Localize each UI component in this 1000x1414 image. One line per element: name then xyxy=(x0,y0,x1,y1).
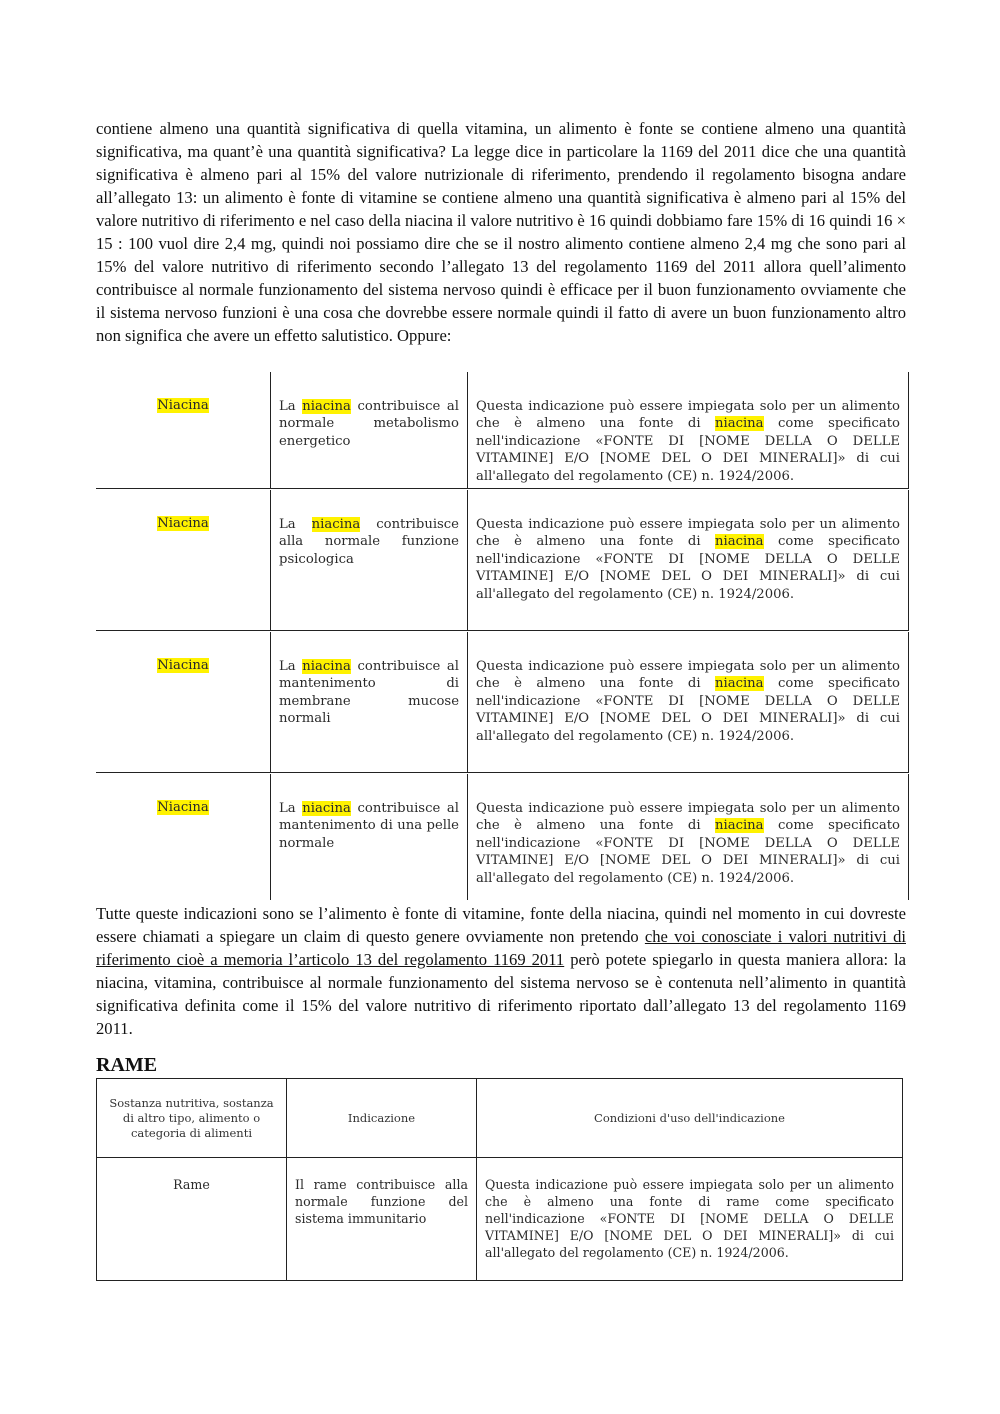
condition-highlight: niacina xyxy=(715,676,764,692)
header-substance: Sostanza nutritiva, sostanza di altro tipo, alimento o categoria di alimenti xyxy=(97,1079,287,1158)
explanation-paragraph xyxy=(96,902,906,1040)
claim-text: La xyxy=(279,659,303,674)
explanation-text: Tutte queste indicazioni sono se l’alimento è fonte di vitamine, fonte della niacina, quindi nel momento in cui dovreste essere chiamati a spiegare un claim di questo genere ovviamente non pretendo xyxy=(96,904,906,946)
explanation-text-end: però potete spiegarlo in questa maniera allora: la niacina, vitamina, contribuisce al normale funzionamento del sistema nervoso se è contenuta nell’alimento in quantità significativa definita come il 15% del valore nutritivo di riferimento riportato dall’allegato 13 del regolamento 1169 2011. xyxy=(96,950,907,1038)
rame-claim: Il rame contribuisce alla normale funzione del sistema immunitario xyxy=(287,1158,477,1281)
claim-text-end: contribuisce al mantenimento di membrane mucose normali xyxy=(279,659,460,727)
header-conditions: Condizioni d'uso dell'indicazione xyxy=(477,1079,903,1158)
condition-text-end: come specificato nell'indicazione «FONTE DI [NOME DELLA O DELLE VITAMINE] E/O [NOME DEL O DEI MINERALI]» di cui all'allegato del regolamento (CE) n. 1924/2006. xyxy=(476,416,901,484)
claim-text-end: contribuisce alla normale funzione psicologica xyxy=(279,517,459,567)
condition-text-end: come specificato nell'indicazione «FONTE DI [NOME DELLA O DELLE VITAMINE] E/O [NOME DEL O DEI MINERALI]» di cui all'allegato del regolamento (CE) n. 1924/2006. xyxy=(476,676,901,744)
niacina-table-3 xyxy=(96,632,909,773)
substance-label: Niacina xyxy=(157,516,209,531)
condition-text-end: come specificato nell'indicazione «FONTE DI [NOME DELLA O DELLE VITAMINE] E/O [NOME DEL O DEI MINERALI]» di cui all'allegato del regolamento (CE) n. 1924/2006. xyxy=(476,818,901,886)
substance-label: Niacina xyxy=(157,658,209,673)
condition-highlight: niacina xyxy=(715,534,764,550)
header-claim: Indicazione xyxy=(287,1079,477,1158)
claim-text-end: contribuisce al mantenimento di una pelle normale xyxy=(279,801,460,851)
table-header-row xyxy=(97,1079,903,1158)
section-heading-rame: RAME xyxy=(96,1054,158,1076)
claim-text: La xyxy=(279,399,303,414)
substance-label: Niacina xyxy=(157,800,209,815)
condition-highlight: niacina xyxy=(715,818,764,834)
rame-substance: Rame xyxy=(97,1158,287,1281)
condition-highlight: niacina xyxy=(715,416,764,432)
intro-paragraph: contiene almeno una quantità significativa di quella vitamina, un alimento è fonte se contiene almeno una quantità significativa, ma quant’è una quantità significativa? La legge dice in particolare la 1169 del 2011 dice che una quantità significativa è almeno pari al 15% del valore nutrizionale di riferimento, prendendo il regolamento bisogna andare all’allegato 13: un alimento è fonte di vitamine se contiene almeno una quantità significativa è almeno pari al 15% del valore nutritivo di riferimento e nel caso della niacina il valore nutritivo è 16 quindi dobbiamo fare 15% di 16 quindi 16 × 15 : 100 vuol dire 2,4 mg, quindi noi possiamo dire che se il nostro alimento contiene almeno 2,4 mg che sono pari al 15% del valore nutritivo di riferimento secondo l’allegato 13 del regolamento 1169 del 2011 allora quell’alimento contribuisce al normale funzionamento del sistema nervoso quindi è efficace per il buon funzionamento ovviamente che il sistema nervoso funzioni è una cosa che dovrebbe essere normale quindi il fatto di avere un buon funzionamento altro non significa che avere un effetto salutistico. Oppure: xyxy=(96,119,906,345)
table-row xyxy=(97,1158,903,1281)
condition-text-end: come specificato nell'indicazione «FONTE DI [NOME DELLA O DELLE VITAMINE] E/O [NOME DEL O DEI MINERALI]» di cui all'allegato del regolamento (CE) n. 1924/2006. xyxy=(476,534,901,602)
substance-label: Niacina xyxy=(157,398,209,413)
claim-text: La xyxy=(279,517,312,532)
niacina-table-1 xyxy=(96,372,909,489)
claim-text-end: contribuisce al normale metabolismo energetico xyxy=(279,399,460,449)
claim-highlight: niacina xyxy=(302,399,351,414)
niacina-table-2 xyxy=(96,490,909,631)
claim-text: La xyxy=(279,801,303,816)
condition-text: Questa indicazione può essere impiegata solo per un alimento che è almeno una fonte di xyxy=(476,517,900,550)
niacina-table-4 xyxy=(96,774,909,900)
rame-condition: Questa indicazione può essere impiegata solo per un alimento che è almeno una fonte di rame come specificato nell'indicazione «FONTE DI [NOME DELLA O DELLE VITAMINE] E/O [NOME DEL O DEI MINERALI]» di cui all'allegato del regolamento (CE) n. 1924/2006. xyxy=(477,1158,903,1281)
explanation-underlined: che voi conosciate i valori nutritivi di riferimento cioè a memoria l’articolo 13 del regolamento 1169 2011 xyxy=(96,927,906,969)
condition-text: Questa indicazione può essere impiegata solo per un alimento che è almeno una fonte di xyxy=(476,659,900,692)
claim-highlight: niacina xyxy=(302,801,351,816)
claim-highlight: niacina xyxy=(302,659,351,674)
claim-highlight: niacina xyxy=(311,517,361,532)
condition-text: Questa indicazione può essere impiegata solo per un alimento che è almeno una fonte di xyxy=(476,399,900,432)
rame-table xyxy=(96,1078,903,1281)
condition-text: Questa indicazione può essere impiegata solo per un alimento che è almeno una fonte di xyxy=(476,801,900,834)
